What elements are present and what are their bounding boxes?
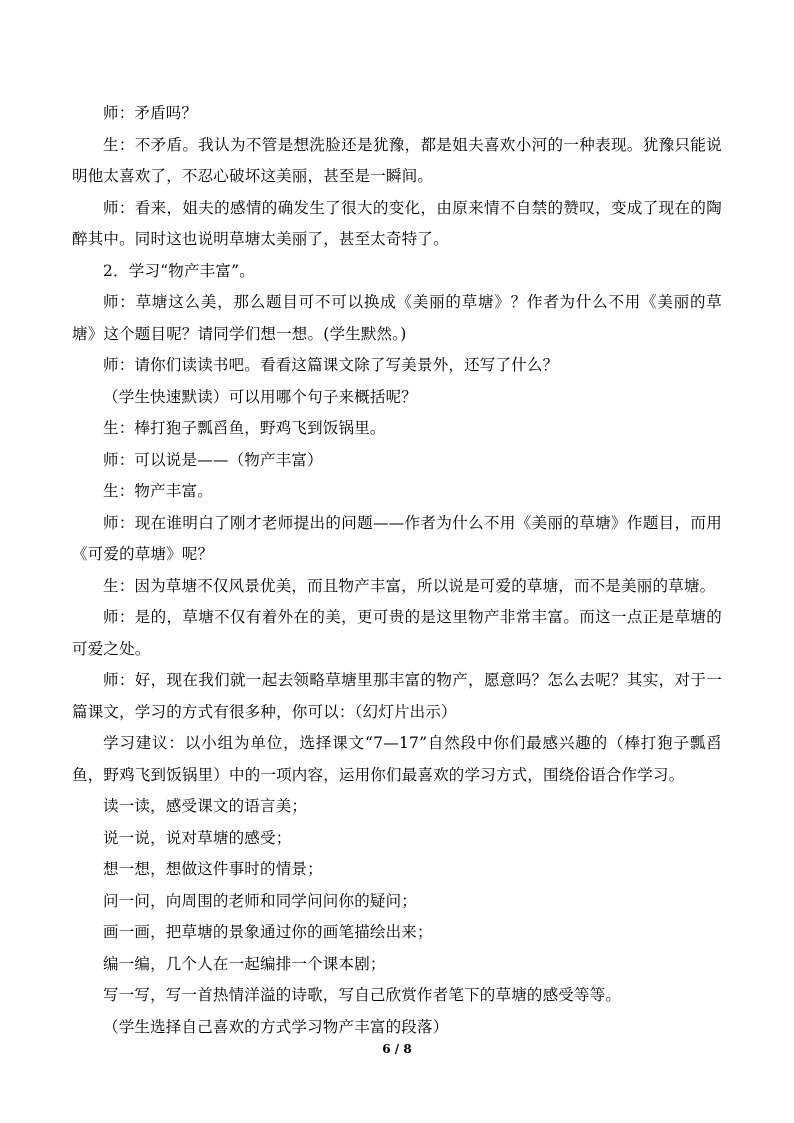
page-number: 6 / 8 — [382, 1042, 412, 1056]
paragraph: 生：棒打狍子瓢舀鱼，野鸡飞到饭锅里。 — [103, 419, 386, 437]
list-item: 问一问，向周围的老师和同学问问你的疑问； — [103, 891, 418, 910]
paragraph: 生：不矛盾。我认为不管是想洗脸还是犹豫，都是姐夫喜欢小河的一种表现。犹豫只能说明他太喜欢了，不忍心破坏这美丽，甚至是一瞬间。 — [72, 135, 722, 185]
list-item: 写一写，写一首热情洋溢的诗歌，写自己欣赏作者笔下的草塘的感受等等。 — [103, 986, 622, 1004]
list-item: 读一读，感受课文的语言美； — [103, 797, 308, 815]
document-body — [72, 98, 722, 1043]
paragraph: 师：可以说是——（物产丰富） — [103, 450, 323, 469]
list-item: 说一说，说对草塘的感受； — [103, 828, 292, 847]
paragraph: 师：草塘这么美，那么题目可不可以换成《美丽的草塘》？作者为什么不用《美丽的草塘》这个题目呢？请同学们想一想。(学生默然。) — [72, 293, 722, 343]
list-item: 想一想，想做这件事时的情景； — [103, 860, 323, 878]
paragraph: 师：是的，草塘不仅有着外在的美，更可贵的是这里物产非常丰富。而这一点正是草塘的可爱之处。 — [72, 608, 722, 658]
paragraph: 师：矛盾吗？ — [103, 104, 198, 122]
paragraph: 生：物产丰富。 — [103, 482, 213, 500]
paragraph: 师：请你们读读书吧。看看这篇课文除了写美景外，还写了什么？ — [103, 356, 559, 374]
learning-suggestion: 学习建议：以小组为单位，选择课文“7—17”自然段中你们最感兴趣的（棒打狍子瓢舀鱼，野鸡飞到饭锅里）中的一项内容，运用你们最喜欢的学习方式，围绕俗语合作学习。 — [72, 734, 722, 784]
list-item: 编一编，几个人在一起编排一个课本剧； — [103, 954, 386, 973]
paragraph: （学生选择自己喜欢的方式学习物产丰富的段落） — [103, 1017, 449, 1036]
paragraph: 师：好，现在我们就一起去领略草塘里那丰富的物产，愿意吗？怎么去呢？其实，对于一篇课文，学习的方式有很多种，你可以：（幻灯片出示） — [72, 671, 722, 721]
paragraph: 师：看来，姐夫的感情的确发生了很大的变化，由原来情不自禁的赞叹，变成了现在的陶醉其中。同时这也说明草塘太美丽了，甚至太奇特了。 — [72, 198, 722, 248]
paragraph: （学生快速默读）可以用哪个句子来概括呢？ — [103, 387, 418, 406]
section-heading: 2．学习“物产丰富”。 — [103, 261, 255, 280]
list-item: 画一画，把草塘的景象通过你的画笔描绘出来； — [103, 923, 433, 941]
paragraph: 师：现在谁明白了刚才老师提出的问题——作者为什么不用《美丽的草塘》作题目，而用《可爱的草塘》呢？ — [72, 513, 722, 563]
paragraph: 生：因为草塘不仅风景优美，而且物产丰富，所以说是可爱的草塘，而不是美丽的草塘。 — [103, 576, 716, 595]
